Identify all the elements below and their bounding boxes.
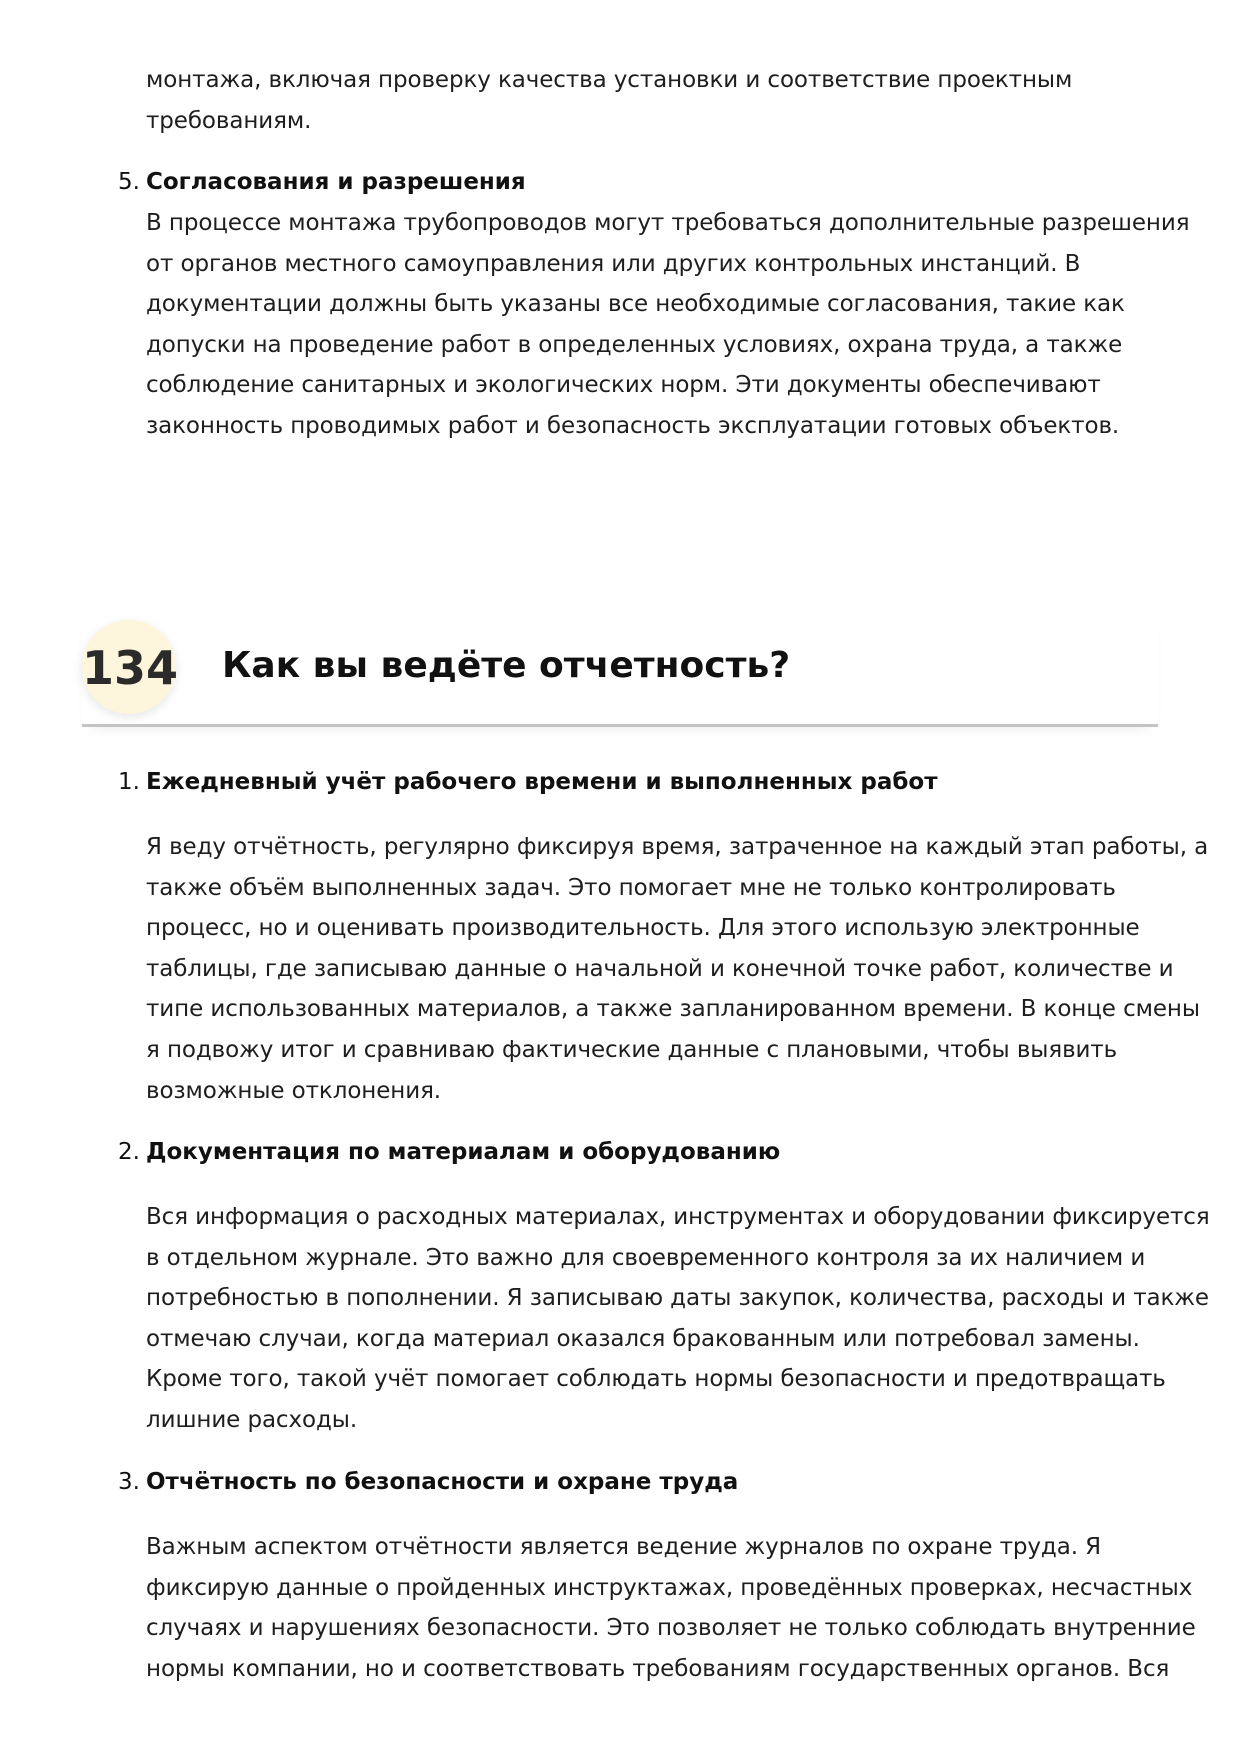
paragraph-line: потребностью в пополнении. Я записываю даты закупок, количества, расходы и также <box>146 1285 1209 1312</box>
list-item-heading <box>118 162 526 202</box>
intro-paragraph <box>146 60 1146 141</box>
list-item-number: 2. <box>118 1139 140 1165</box>
list-item-number: 5. <box>118 169 140 195</box>
list-item-paragraph <box>146 827 1209 1111</box>
list-item-title: Ежедневный учёт рабочего времени и выполненных работ <box>146 769 938 795</box>
paragraph-line: законность проводимых работ и безопасность эксплуатации готовых объектов. <box>146 412 1120 439</box>
list-item-title: Документация по материалам и оборудованию <box>146 1139 781 1165</box>
list-item-paragraph <box>146 1197 1210 1441</box>
section-title: Как вы ведёте отчетность? <box>222 645 791 686</box>
paragraph-line: нормы компании, но и соответствовать требованиям государственных органов. Вся <box>146 1655 1170 1682</box>
section-header <box>82 608 1158 727</box>
paragraph-line: допуски на проведение работ в определенных условиях, охрана труда, а также <box>146 331 1123 358</box>
list-item-heading <box>118 762 938 802</box>
paragraph-line: также объём выполненных задач. Это помогает мне не только контролировать <box>146 874 1116 901</box>
list-item-heading <box>118 1132 780 1172</box>
paragraph-line: Я веду отчётность, регулярно фиксируя время, затраченное на каждый этап работы, а <box>146 834 1209 860</box>
paragraph-line: я подвожу итог и сравниваю фактические данные с плановыми, чтобы выявить <box>146 1036 1118 1063</box>
paragraph-line: монтажа, включая проверку качества установки и соответствие проектным <box>146 67 1073 93</box>
paragraph-line: процесс, но и оценивать производительность. Для этого использую электронные <box>146 915 1140 942</box>
paragraph-line: таблицы, где записываю данные о начальной и конечной точке работ, количестве и <box>146 955 1174 982</box>
paragraph-line: в отдельном журнале. Это важно для своевременного контроля за их наличием и <box>146 1244 1146 1271</box>
paragraph-line: Важным аспектом отчётности является ведение журналов по охране труда. Я <box>146 1534 1102 1560</box>
list-item-paragraph <box>146 203 1190 447</box>
list-item-number: 1. <box>118 769 140 795</box>
paragraph-line: отмечаю случаи, когда материал оказался бракованным или потребовал замены. <box>146 1325 1140 1352</box>
paragraph-line: В процессе монтажа трубопроводов могут требоваться дополнительные разрешения <box>146 210 1190 236</box>
paragraph-line: соблюдение санитарных и экологических норм. Эти документы обеспечивают <box>146 372 1101 399</box>
paragraph-line: возможные отклонения. <box>146 1077 442 1104</box>
paragraph-line: от органов местного самоуправления или других контрольных инстанций. В <box>146 250 1081 277</box>
list-item-paragraph <box>146 1527 1196 1689</box>
paragraph-line: Вся информация о расходных материалах, инструментах и оборудовании фиксируется <box>146 1204 1210 1230</box>
paragraph-line: типе использованных материалов, а также запланированном времени. В конце смены <box>146 996 1200 1023</box>
question-number: 134 <box>81 641 179 695</box>
list-item-title: Отчётность по безопасности и охране труда <box>146 1469 739 1495</box>
paragraph-line: Кроме того, такой учёт помогает соблюдать нормы безопасности и предотвращать <box>146 1366 1166 1393</box>
paragraph-line: документации должны быть указаны все необходимые согласования, такие как <box>146 291 1125 318</box>
paragraph-line: требованиям. <box>146 107 312 134</box>
list-item-title: Согласования и разрешения <box>146 169 526 195</box>
paragraph-line: лишние расходы. <box>146 1406 358 1433</box>
list-item-heading <box>118 1462 738 1502</box>
list-item-number: 3. <box>118 1469 140 1495</box>
paragraph-line: случаях и нарушениях безопасности. Это позволяет не только соблюдать внутренние <box>146 1615 1196 1642</box>
paragraph-line: фиксирую данные о пройденных инструктажах, проведённых проверках, несчастных <box>146 1574 1193 1601</box>
